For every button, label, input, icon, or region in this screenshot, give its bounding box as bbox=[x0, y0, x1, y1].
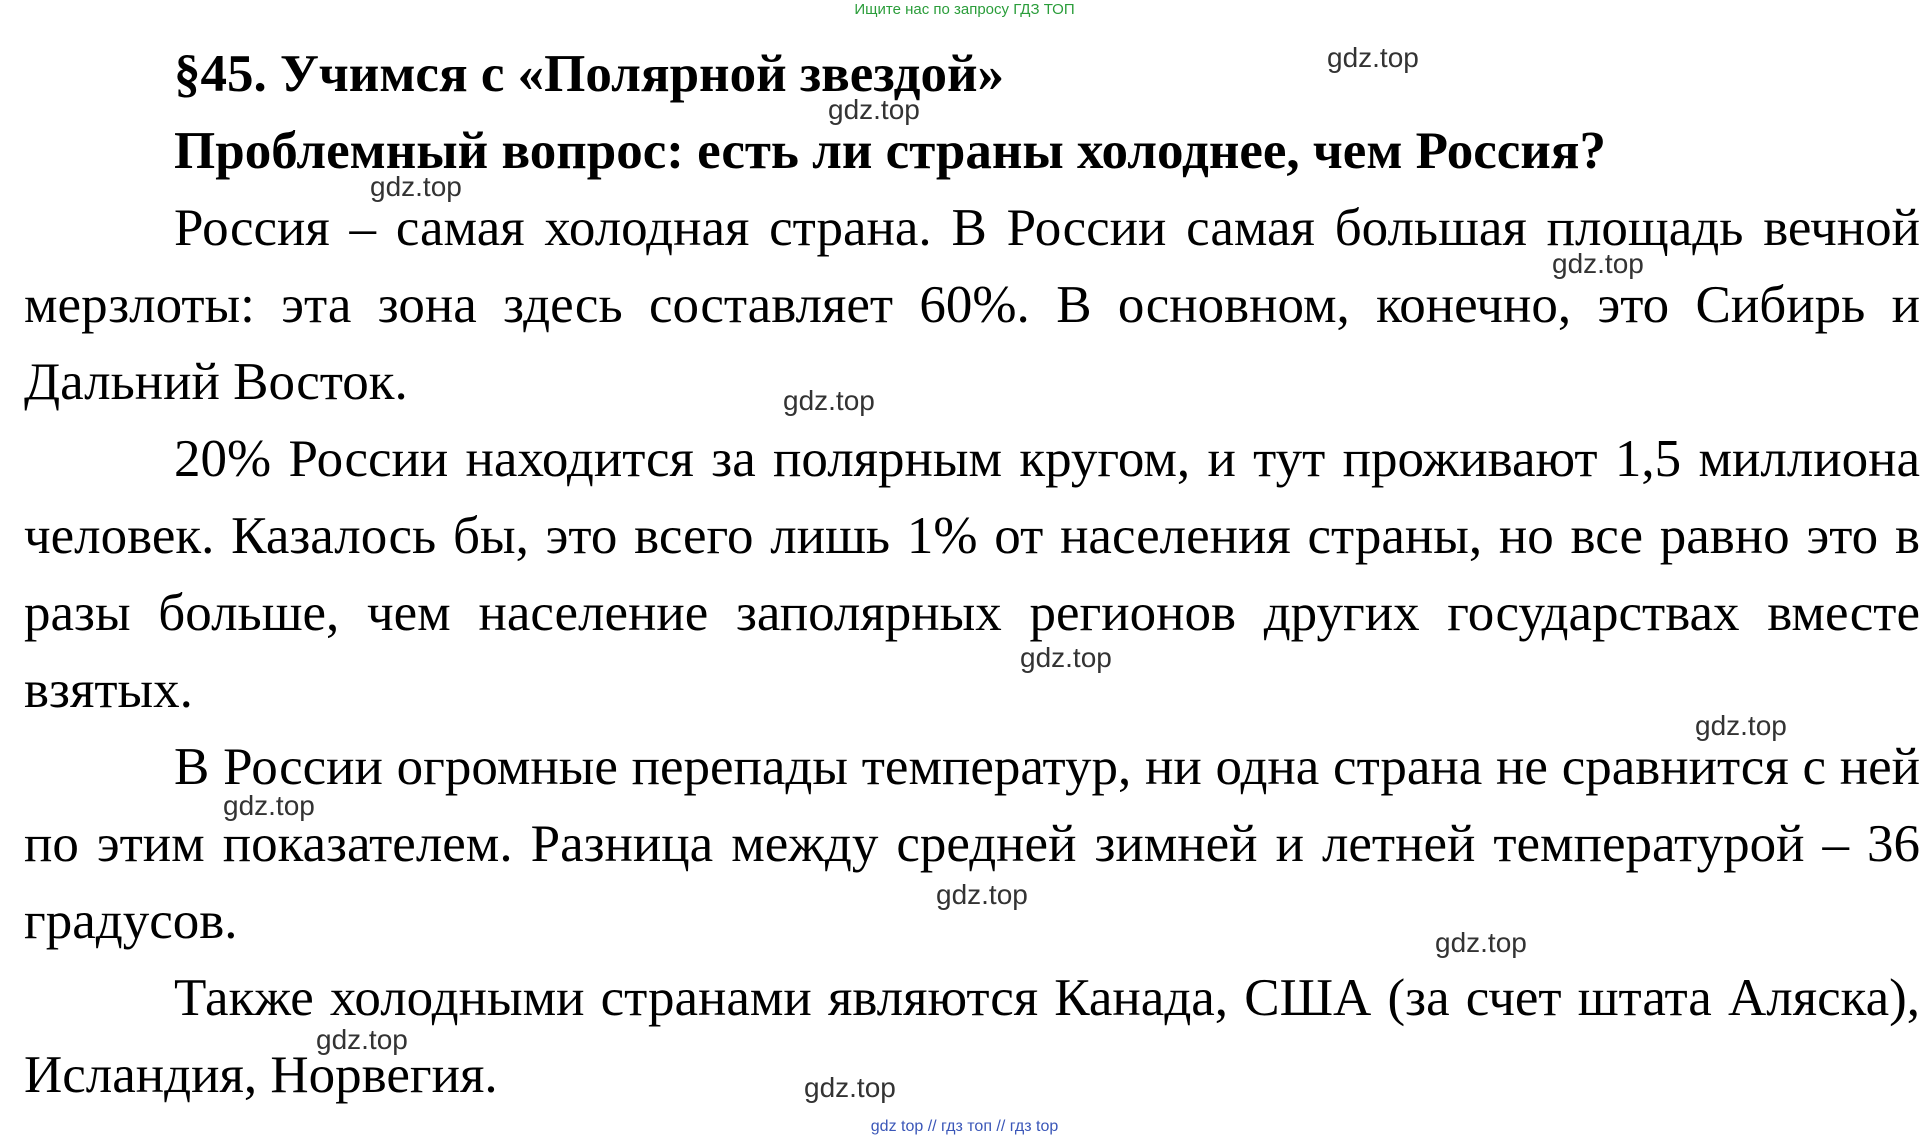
watermark: gdz.top bbox=[1695, 710, 1787, 741]
paragraph: Россия – самая холодная страна. В России самая большая площадь вечной мерзлоты: эта зона здесь составляет 60%. В основном, конечно, это Сибирь и Дальний Восток. bbox=[24, 199, 1920, 411]
document-page bbox=[24, 36, 1920, 1114]
watermark: gdz.top bbox=[370, 171, 462, 202]
paragraph: Также холодными странами являются Канада, США (за счет штата Аляска), Исландия, Норвегия. bbox=[24, 969, 1920, 1104]
watermark: gdz.top bbox=[804, 1072, 896, 1103]
watermark: gdz.top bbox=[1552, 248, 1644, 279]
watermark: gdz.top bbox=[223, 790, 315, 821]
problem-question: Проблемный вопрос: есть ли страны холоднее, чем Россия? bbox=[174, 122, 1606, 180]
watermark: gdz.top bbox=[316, 1024, 408, 1055]
section-title: §45. Учимся с «Полярной звездой» bbox=[174, 45, 1005, 103]
watermark: gdz.top bbox=[1020, 642, 1112, 673]
watermark: gdz.top bbox=[1435, 927, 1527, 958]
footer: gdz top // гдз топ // гдз top bbox=[870, 1118, 1059, 1135]
paragraph: В России огромные перепады температур, ни одна страна не сравнится с ней по этим показателем. Разница между средней зимней и летней температурой – 36 градусов. bbox=[24, 738, 1920, 950]
paragraph: 20% России находится за полярным кругом, и тут проживают 1,5 миллиона человек. Казалось бы, это всего лишь 1% от населения страны, но все равно это в разы больше, чем население заполярных регионов других государствах вместе взятых. bbox=[24, 430, 1920, 719]
watermark: gdz.top bbox=[828, 94, 920, 125]
watermark: gdz.top bbox=[1327, 42, 1419, 73]
watermark: gdz.top bbox=[783, 385, 875, 416]
watermark: gdz.top bbox=[936, 879, 1028, 910]
top-banner: Ищите нас по запросу ГДЗ ТОП bbox=[854, 1, 1075, 18]
